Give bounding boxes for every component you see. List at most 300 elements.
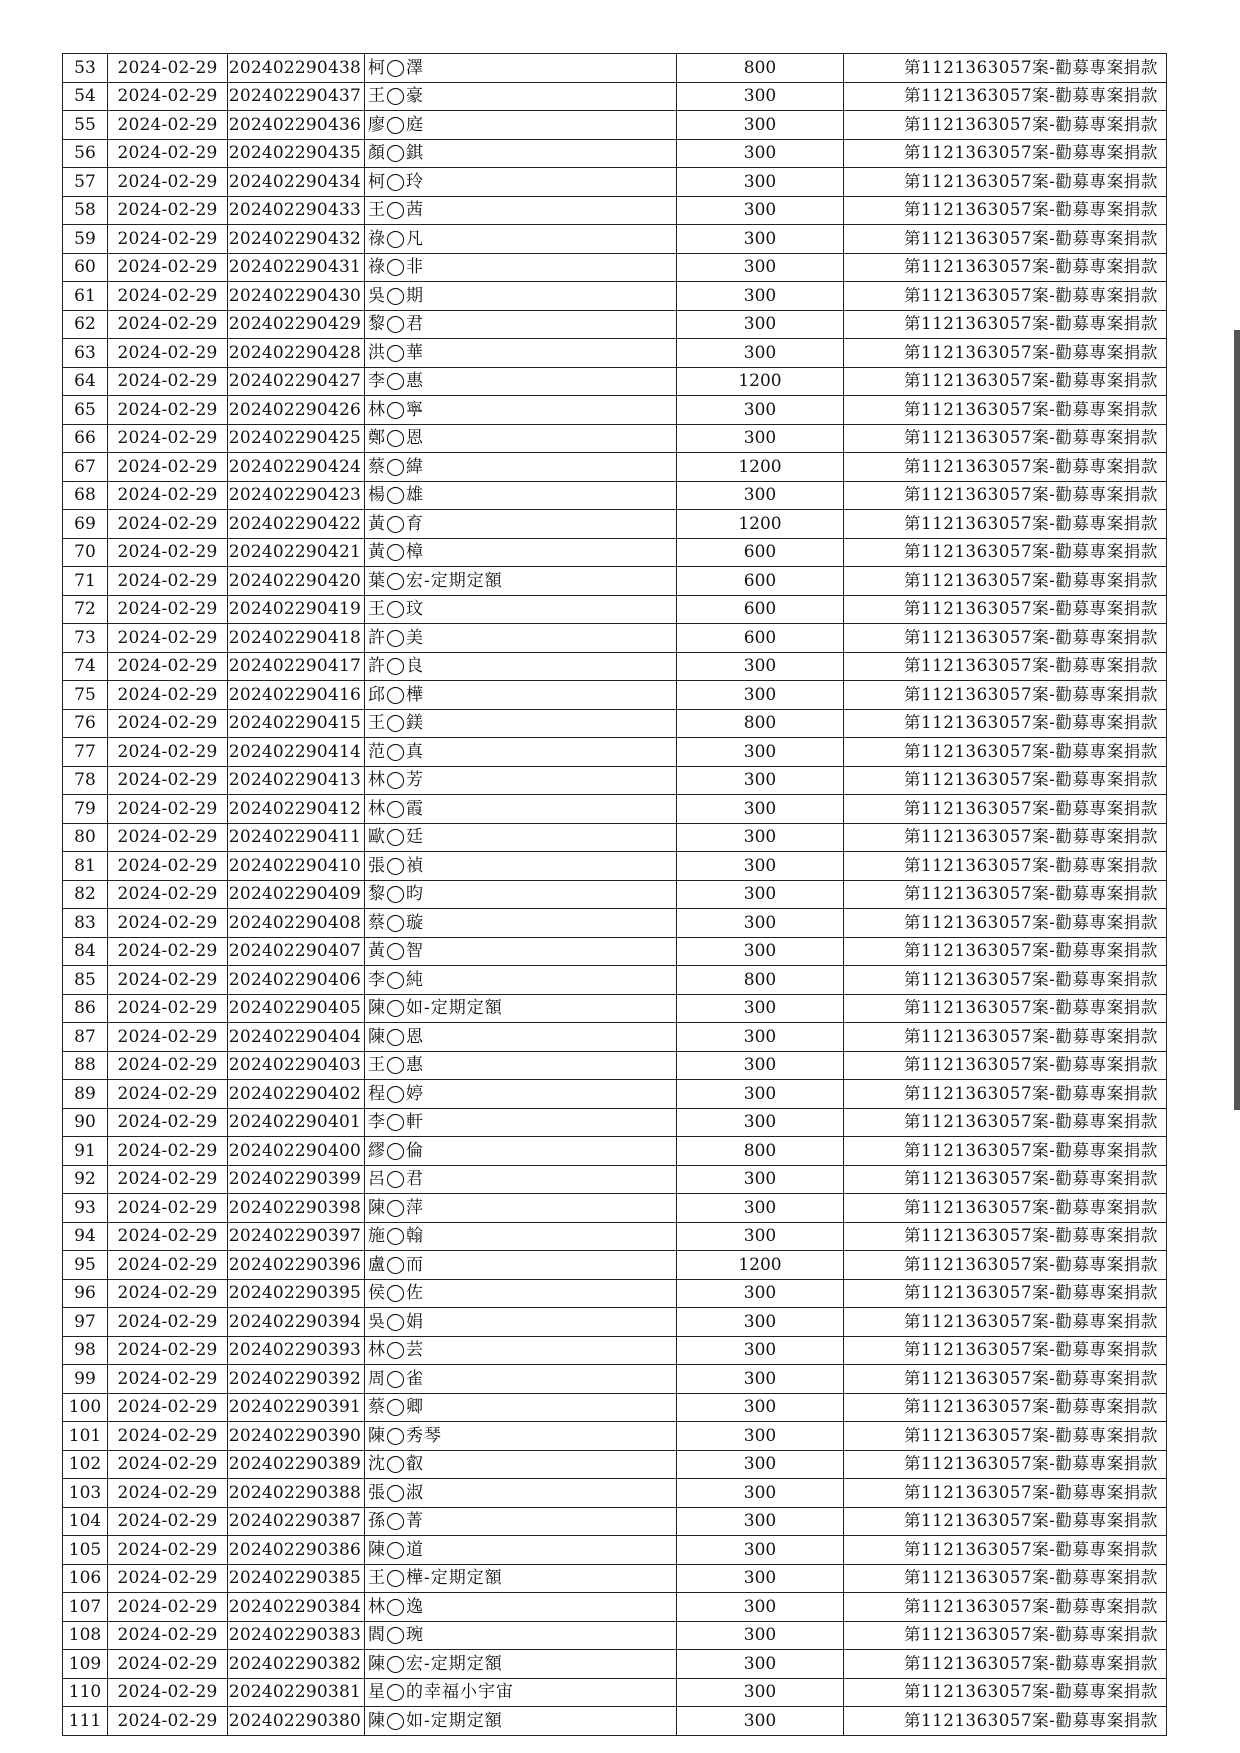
donation-amount: 1200: [677, 453, 844, 482]
row-number: 81: [63, 852, 108, 881]
table-row: [63, 1251, 1167, 1280]
receipt-number: 202402290411: [228, 823, 365, 852]
donor-name: 沈◯叡: [365, 1450, 677, 1479]
row-number: 70: [63, 538, 108, 567]
donation-date: 2024-02-29: [108, 367, 228, 396]
donation-note: 第1121363057案-勸募專案捐款: [844, 1479, 1167, 1508]
row-number: 94: [63, 1222, 108, 1251]
donation-date: 2024-02-29: [108, 1365, 228, 1394]
receipt-number: 202402290385: [228, 1564, 365, 1593]
row-number: 103: [63, 1479, 108, 1508]
donation-note: 第1121363057案-勸募專案捐款: [844, 111, 1167, 140]
donor-name: 陳◯如-定期定額: [365, 994, 677, 1023]
receipt-number: 202402290438: [228, 54, 365, 83]
table-row: [63, 111, 1167, 140]
donation-date: 2024-02-29: [108, 1137, 228, 1166]
table-row: [63, 538, 1167, 567]
row-number: 96: [63, 1279, 108, 1308]
donation-date: 2024-02-29: [108, 1422, 228, 1451]
donation-amount: 300: [677, 111, 844, 140]
donation-amount: 300: [677, 1308, 844, 1337]
donation-note: 第1121363057案-勸募專案捐款: [844, 1707, 1167, 1736]
table-row: [63, 168, 1167, 197]
table-row: [63, 453, 1167, 482]
receipt-number: 202402290408: [228, 909, 365, 938]
donation-note: 第1121363057案-勸募專案捐款: [844, 937, 1167, 966]
receipt-number: 202402290395: [228, 1279, 365, 1308]
donation-note: 第1121363057案-勸募專案捐款: [844, 481, 1167, 510]
row-number: 58: [63, 196, 108, 225]
row-number: 61: [63, 282, 108, 311]
table-row: [63, 681, 1167, 710]
donation-date: 2024-02-29: [108, 225, 228, 254]
receipt-number: 202402290387: [228, 1507, 365, 1536]
donation-amount: 300: [677, 1650, 844, 1679]
donation-note: 第1121363057案-勸募專案捐款: [844, 396, 1167, 425]
donation-date: 2024-02-29: [108, 1194, 228, 1223]
receipt-number: 202402290392: [228, 1365, 365, 1394]
table-row: [63, 1507, 1167, 1536]
donation-amount: 300: [677, 1536, 844, 1565]
donation-amount: 300: [677, 1507, 844, 1536]
donor-name: 葉◯宏-定期定額: [365, 567, 677, 596]
row-number: 102: [63, 1450, 108, 1479]
donation-note: 第1121363057案-勸募專案捐款: [844, 823, 1167, 852]
donation-date: 2024-02-29: [108, 823, 228, 852]
donation-amount: 300: [677, 681, 844, 710]
donation-amount: 300: [677, 253, 844, 282]
donor-name: 鄭◯恩: [365, 424, 677, 453]
donation-note: 第1121363057案-勸募專案捐款: [844, 1222, 1167, 1251]
donor-name: 閻◯琬: [365, 1621, 677, 1650]
row-number: 83: [63, 909, 108, 938]
donation-amount: 300: [677, 1108, 844, 1137]
donation-amount: 300: [677, 1621, 844, 1650]
donation-date: 2024-02-29: [108, 1507, 228, 1536]
donation-note: 第1121363057案-勸募專案捐款: [844, 1336, 1167, 1365]
donation-note: 第1121363057案-勸募專案捐款: [844, 652, 1167, 681]
donation-note: 第1121363057案-勸募專案捐款: [844, 766, 1167, 795]
donation-amount: 300: [677, 1422, 844, 1451]
table-row: [63, 909, 1167, 938]
row-number: 57: [63, 168, 108, 197]
row-number: 65: [63, 396, 108, 425]
table-row: [63, 994, 1167, 1023]
table-row: [63, 196, 1167, 225]
row-number: 104: [63, 1507, 108, 1536]
row-number: 88: [63, 1051, 108, 1080]
donation-note: 第1121363057案-勸募專案捐款: [844, 1194, 1167, 1223]
donation-amount: 300: [677, 168, 844, 197]
receipt-number: 202402290410: [228, 852, 365, 881]
table-row: [63, 1393, 1167, 1422]
donor-name: 王◯玟: [365, 595, 677, 624]
donor-name: 吳◯娟: [365, 1308, 677, 1337]
row-number: 68: [63, 481, 108, 510]
table-row: [63, 510, 1167, 539]
row-number: 111: [63, 1707, 108, 1736]
donation-amount: 300: [677, 1678, 844, 1707]
donation-date: 2024-02-29: [108, 1707, 228, 1736]
row-number: 54: [63, 82, 108, 111]
donor-name: 吳◯期: [365, 282, 677, 311]
table-row: [63, 139, 1167, 168]
donation-date: 2024-02-29: [108, 1023, 228, 1052]
donation-table: [62, 53, 1167, 1736]
donation-amount: 300: [677, 1165, 844, 1194]
donation-note: 第1121363057案-勸募專案捐款: [844, 738, 1167, 767]
table-row: [63, 1450, 1167, 1479]
scan-edge-shadow: [1234, 330, 1240, 1110]
receipt-number: 202402290401: [228, 1108, 365, 1137]
receipt-number: 202402290413: [228, 766, 365, 795]
donation-note: 第1121363057案-勸募專案捐款: [844, 1251, 1167, 1280]
donation-amount: 300: [677, 1051, 844, 1080]
donation-note: 第1121363057案-勸募專案捐款: [844, 994, 1167, 1023]
receipt-number: 202402290381: [228, 1678, 365, 1707]
donation-date: 2024-02-29: [108, 1564, 228, 1593]
donor-name: 黃◯育: [365, 510, 677, 539]
table-row: [63, 1194, 1167, 1223]
receipt-number: 202402290431: [228, 253, 365, 282]
row-number: 98: [63, 1336, 108, 1365]
receipt-number: 202402290404: [228, 1023, 365, 1052]
receipt-number: 202402290389: [228, 1450, 365, 1479]
donation-amount: 300: [677, 1479, 844, 1508]
donor-name: 陳◯恩: [365, 1023, 677, 1052]
donation-date: 2024-02-29: [108, 168, 228, 197]
donor-name: 范◯真: [365, 738, 677, 767]
table-row: [63, 424, 1167, 453]
donation-date: 2024-02-29: [108, 766, 228, 795]
donor-name: 盧◯而: [365, 1251, 677, 1280]
donation-amount: 300: [677, 139, 844, 168]
row-number: 106: [63, 1564, 108, 1593]
receipt-number: 202402290414: [228, 738, 365, 767]
row-number: 92: [63, 1165, 108, 1194]
donation-amount: 800: [677, 1137, 844, 1166]
receipt-number: 202402290403: [228, 1051, 365, 1080]
donation-note: 第1121363057案-勸募專案捐款: [844, 1137, 1167, 1166]
table-row: [63, 1536, 1167, 1565]
row-number: 75: [63, 681, 108, 710]
donation-note: 第1121363057案-勸募專案捐款: [844, 1365, 1167, 1394]
donation-date: 2024-02-29: [108, 1251, 228, 1280]
donation-date: 2024-02-29: [108, 966, 228, 995]
donor-name: 林◯芸: [365, 1336, 677, 1365]
receipt-number: 202402290400: [228, 1137, 365, 1166]
donor-name: 林◯逸: [365, 1593, 677, 1622]
table-row: [63, 1308, 1167, 1337]
donor-name: 蔡◯緯: [365, 453, 677, 482]
donor-name: 呂◯君: [365, 1165, 677, 1194]
donor-name: 廖◯庭: [365, 111, 677, 140]
donor-name: 王◯鎂: [365, 709, 677, 738]
donation-note: 第1121363057案-勸募專案捐款: [844, 168, 1167, 197]
donation-note: 第1121363057案-勸募專案捐款: [844, 852, 1167, 881]
donation-date: 2024-02-29: [108, 282, 228, 311]
donor-name: 林◯寧: [365, 396, 677, 425]
donation-date: 2024-02-29: [108, 1678, 228, 1707]
donation-note: 第1121363057案-勸募專案捐款: [844, 1536, 1167, 1565]
row-number: 79: [63, 795, 108, 824]
table-row: [63, 1051, 1167, 1080]
donation-amount: 1200: [677, 367, 844, 396]
donation-note: 第1121363057案-勸募專案捐款: [844, 1507, 1167, 1536]
receipt-number: 202402290407: [228, 937, 365, 966]
donation-note: 第1121363057案-勸募專案捐款: [844, 1450, 1167, 1479]
donor-name: 黎◯君: [365, 310, 677, 339]
table-row: [63, 1678, 1167, 1707]
donation-date: 2024-02-29: [108, 994, 228, 1023]
donation-date: 2024-02-29: [108, 852, 228, 881]
donation-date: 2024-02-29: [108, 1165, 228, 1194]
donation-amount: 300: [677, 1336, 844, 1365]
donation-amount: 300: [677, 738, 844, 767]
receipt-number: 202402290430: [228, 282, 365, 311]
donor-name: 王◯樺-定期定額: [365, 1564, 677, 1593]
donor-name: 王◯惠: [365, 1051, 677, 1080]
donation-note: 第1121363057案-勸募專案捐款: [844, 453, 1167, 482]
donation-amount: 600: [677, 595, 844, 624]
donation-amount: 300: [677, 1222, 844, 1251]
receipt-number: 202402290412: [228, 795, 365, 824]
receipt-number: 202402290423: [228, 481, 365, 510]
donation-note: 第1121363057案-勸募專案捐款: [844, 1650, 1167, 1679]
donation-date: 2024-02-29: [108, 1393, 228, 1422]
donor-name: 顏◯錤: [365, 139, 677, 168]
table-row: [63, 1479, 1167, 1508]
receipt-number: 202402290416: [228, 681, 365, 710]
donation-amount: 300: [677, 795, 844, 824]
row-number: 64: [63, 367, 108, 396]
donor-name: 李◯純: [365, 966, 677, 995]
donation-note: 第1121363057案-勸募專案捐款: [844, 1422, 1167, 1451]
donor-name: 柯◯玲: [365, 168, 677, 197]
receipt-number: 202402290424: [228, 453, 365, 482]
table-row: [63, 1080, 1167, 1109]
receipt-number: 202402290415: [228, 709, 365, 738]
donation-date: 2024-02-29: [108, 82, 228, 111]
receipt-number: 202402290402: [228, 1080, 365, 1109]
donation-date: 2024-02-29: [108, 139, 228, 168]
row-number: 109: [63, 1650, 108, 1679]
table-row: [63, 1108, 1167, 1137]
donation-note: 第1121363057案-勸募專案捐款: [844, 1393, 1167, 1422]
receipt-number: 202402290435: [228, 139, 365, 168]
row-number: 84: [63, 937, 108, 966]
donation-note: 第1121363057案-勸募專案捐款: [844, 880, 1167, 909]
table-row: [63, 709, 1167, 738]
donation-date: 2024-02-29: [108, 538, 228, 567]
donor-name: 程◯婷: [365, 1080, 677, 1109]
donor-name: 陳◯如-定期定額: [365, 1707, 677, 1736]
donation-note: 第1121363057案-勸募專案捐款: [844, 424, 1167, 453]
row-number: 93: [63, 1194, 108, 1223]
donation-amount: 300: [677, 1707, 844, 1736]
donation-date: 2024-02-29: [108, 54, 228, 83]
donation-amount: 300: [677, 396, 844, 425]
donation-amount: 600: [677, 538, 844, 567]
table-row: [63, 766, 1167, 795]
row-number: 60: [63, 253, 108, 282]
donation-date: 2024-02-29: [108, 111, 228, 140]
donation-amount: 300: [677, 766, 844, 795]
donor-name: 周◯雀: [365, 1365, 677, 1394]
receipt-number: 202402290426: [228, 396, 365, 425]
donor-name: 林◯芳: [365, 766, 677, 795]
donation-note: 第1121363057案-勸募專案捐款: [844, 624, 1167, 653]
receipt-number: 202402290437: [228, 82, 365, 111]
donation-amount: 300: [677, 1564, 844, 1593]
donor-name: 祿◯非: [365, 253, 677, 282]
donation-date: 2024-02-29: [108, 709, 228, 738]
row-number: 71: [63, 567, 108, 596]
donor-name: 邱◯樺: [365, 681, 677, 710]
row-number: 77: [63, 738, 108, 767]
donation-date: 2024-02-29: [108, 652, 228, 681]
row-number: 59: [63, 225, 108, 254]
row-number: 105: [63, 1536, 108, 1565]
receipt-number: 202402290419: [228, 595, 365, 624]
donation-date: 2024-02-29: [108, 253, 228, 282]
table-row: [63, 1165, 1167, 1194]
donation-date: 2024-02-29: [108, 339, 228, 368]
table-row: [63, 282, 1167, 311]
donation-amount: 300: [677, 852, 844, 881]
donation-amount: 800: [677, 54, 844, 83]
donation-note: 第1121363057案-勸募專案捐款: [844, 909, 1167, 938]
donation-amount: 300: [677, 424, 844, 453]
row-number: 56: [63, 139, 108, 168]
receipt-number: 202402290399: [228, 1165, 365, 1194]
table-row: [63, 1422, 1167, 1451]
donation-date: 2024-02-29: [108, 1108, 228, 1137]
donation-note: 第1121363057案-勸募專案捐款: [844, 1564, 1167, 1593]
donation-amount: 300: [677, 282, 844, 311]
row-number: 107: [63, 1593, 108, 1622]
table-row: [63, 624, 1167, 653]
donor-name: 王◯豪: [365, 82, 677, 111]
donation-amount: 300: [677, 909, 844, 938]
donation-date: 2024-02-29: [108, 1308, 228, 1337]
donation-date: 2024-02-29: [108, 880, 228, 909]
row-number: 74: [63, 652, 108, 681]
receipt-number: 202402290434: [228, 168, 365, 197]
row-number: 67: [63, 453, 108, 482]
row-number: 89: [63, 1080, 108, 1109]
donation-note: 第1121363057案-勸募專案捐款: [844, 1621, 1167, 1650]
table-row: [63, 396, 1167, 425]
table-row: [63, 481, 1167, 510]
row-number: 78: [63, 766, 108, 795]
donor-name: 蔡◯璇: [365, 909, 677, 938]
table-row: [63, 1593, 1167, 1622]
donation-amount: 1200: [677, 1251, 844, 1280]
donation-amount: 300: [677, 225, 844, 254]
donation-amount: 300: [677, 481, 844, 510]
donation-note: 第1121363057案-勸募專案捐款: [844, 538, 1167, 567]
donor-name: 陳◯宏-定期定額: [365, 1650, 677, 1679]
donation-amount: 300: [677, 652, 844, 681]
receipt-number: 202402290418: [228, 624, 365, 653]
receipt-number: 202402290388: [228, 1479, 365, 1508]
table-row: [63, 82, 1167, 111]
donation-amount: 300: [677, 994, 844, 1023]
table-row: [63, 367, 1167, 396]
row-number: 53: [63, 54, 108, 83]
donation-note: 第1121363057案-勸募專案捐款: [844, 367, 1167, 396]
donation-note: 第1121363057案-勸募專案捐款: [844, 82, 1167, 111]
donation-note: 第1121363057案-勸募專案捐款: [844, 1308, 1167, 1337]
donation-note: 第1121363057案-勸募專案捐款: [844, 225, 1167, 254]
receipt-number: 202402290432: [228, 225, 365, 254]
donation-amount: 600: [677, 567, 844, 596]
donation-date: 2024-02-29: [108, 595, 228, 624]
donation-date: 2024-02-29: [108, 1593, 228, 1622]
row-number: 55: [63, 111, 108, 140]
donation-note: 第1121363057案-勸募專案捐款: [844, 510, 1167, 539]
table-row: [63, 1564, 1167, 1593]
donation-date: 2024-02-29: [108, 1650, 228, 1679]
donation-note: 第1121363057案-勸募專案捐款: [844, 709, 1167, 738]
table-row: [63, 652, 1167, 681]
donation-note: 第1121363057案-勸募專案捐款: [844, 253, 1167, 282]
donation-amount: 800: [677, 709, 844, 738]
table-row: [63, 1137, 1167, 1166]
receipt-number: 202402290380: [228, 1707, 365, 1736]
donation-amount: 300: [677, 823, 844, 852]
donation-amount: 300: [677, 1593, 844, 1622]
table-row: [63, 937, 1167, 966]
donor-name: 李◯惠: [365, 367, 677, 396]
table-row: [63, 1707, 1167, 1736]
table-row: [63, 339, 1167, 368]
donor-name: 陳◯萍: [365, 1194, 677, 1223]
receipt-number: 202402290397: [228, 1222, 365, 1251]
row-number: 87: [63, 1023, 108, 1052]
receipt-number: 202402290421: [228, 538, 365, 567]
receipt-number: 202402290425: [228, 424, 365, 453]
donation-date: 2024-02-29: [108, 510, 228, 539]
donation-table-body: [63, 54, 1167, 1736]
donor-name: 施◯翰: [365, 1222, 677, 1251]
table-row: [63, 1650, 1167, 1679]
receipt-number: 202402290428: [228, 339, 365, 368]
receipt-number: 202402290405: [228, 994, 365, 1023]
table-row: [63, 1365, 1167, 1394]
row-number: 108: [63, 1621, 108, 1650]
receipt-number: 202402290417: [228, 652, 365, 681]
table-row: [63, 310, 1167, 339]
donation-note: 第1121363057案-勸募專案捐款: [844, 1051, 1167, 1080]
donation-date: 2024-02-29: [108, 1536, 228, 1565]
table-row: [63, 1621, 1167, 1650]
table-row: [63, 567, 1167, 596]
donor-name: 黃◯樟: [365, 538, 677, 567]
row-number: 82: [63, 880, 108, 909]
donor-name: 黃◯智: [365, 937, 677, 966]
receipt-number: 202402290396: [228, 1251, 365, 1280]
receipt-number: 202402290398: [228, 1194, 365, 1223]
donor-name: 柯◯澤: [365, 54, 677, 83]
row-number: 86: [63, 994, 108, 1023]
donor-name: 歐◯廷: [365, 823, 677, 852]
row-number: 97: [63, 1308, 108, 1337]
donation-date: 2024-02-29: [108, 1051, 228, 1080]
table-row: [63, 1023, 1167, 1052]
receipt-number: 202402290420: [228, 567, 365, 596]
